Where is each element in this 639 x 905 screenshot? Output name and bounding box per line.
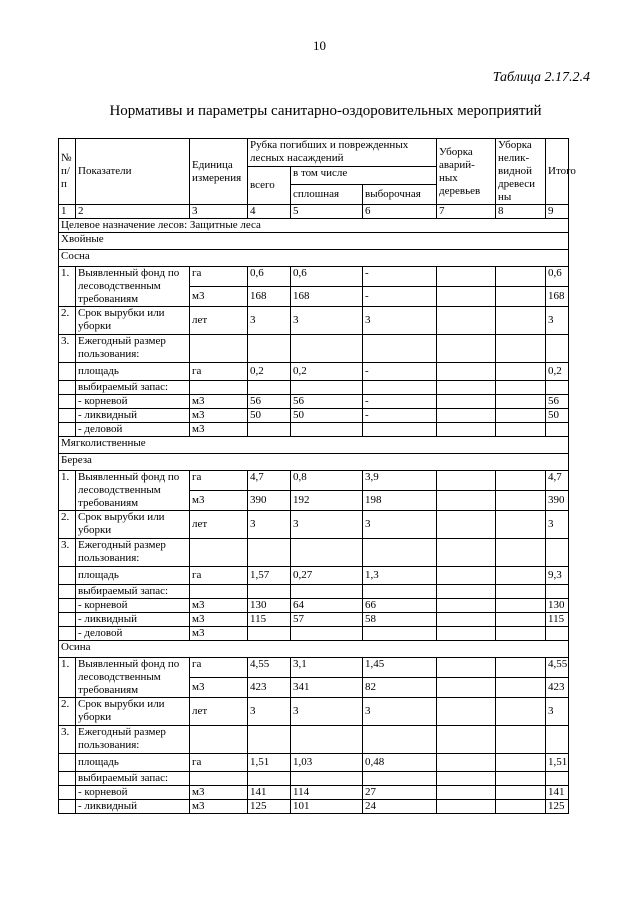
species-label: Сосна <box>59 250 569 267</box>
value-cell <box>437 698 496 726</box>
group-row <box>59 437 569 454</box>
empty-cell <box>437 772 496 786</box>
value-cell <box>437 363 496 381</box>
value-cell: 198 <box>363 491 437 511</box>
norms-table <box>58 138 576 814</box>
detail-row <box>59 567 569 585</box>
value-cell: - <box>363 267 437 287</box>
value-cell: м3 <box>190 599 248 613</box>
column-number: 1 <box>59 205 76 219</box>
value-cell <box>496 511 546 539</box>
fund-row <box>59 658 569 678</box>
empty-cell <box>59 423 76 437</box>
value-cell: м3 <box>190 409 248 423</box>
value-cell: 1,03 <box>291 754 363 772</box>
detail-label: выбираемый запас: <box>76 585 190 599</box>
empty-cell <box>363 585 437 599</box>
period-row <box>59 511 569 539</box>
value-cell <box>496 800 546 814</box>
value-cell: 0,8 <box>291 471 363 491</box>
value-cell: 168 <box>248 287 291 307</box>
value-cell: 50 <box>546 409 569 423</box>
value-cell <box>437 800 496 814</box>
value-cell: га <box>190 267 248 287</box>
value-cell <box>248 627 291 641</box>
header-row-1 <box>59 139 569 167</box>
value-cell: 66 <box>363 599 437 613</box>
species-row <box>59 454 569 471</box>
detail-row <box>59 381 569 395</box>
value-cell: 56 <box>546 395 569 409</box>
value-cell <box>496 471 546 491</box>
value-cell <box>437 491 496 511</box>
value-cell: 390 <box>248 491 291 511</box>
detail-row <box>59 772 569 786</box>
empty-cell <box>496 381 546 395</box>
value-cell <box>496 363 546 381</box>
value-cell: 57 <box>291 613 363 627</box>
value-cell <box>496 267 546 287</box>
fund-row <box>59 471 569 491</box>
detail-label: - корневой <box>76 599 190 613</box>
item-number: 2. <box>59 698 76 726</box>
species-row <box>59 250 569 267</box>
empty-cell <box>248 772 291 786</box>
value-cell: 0,2 <box>546 363 569 381</box>
value-cell: 3 <box>546 698 569 726</box>
table-title: Нормативы и параметры санитарно-оздоровительных мероприятий <box>109 103 542 119</box>
value-cell: м3 <box>190 395 248 409</box>
value-cell <box>437 423 496 437</box>
item-number: 2. <box>59 511 76 539</box>
value-cell: лет <box>190 511 248 539</box>
empty-cell <box>190 585 248 599</box>
empty-cell <box>248 381 291 395</box>
column-number: 4 <box>248 205 291 219</box>
item-number: 1. <box>59 658 76 698</box>
detail-label: - корневой <box>76 786 190 800</box>
value-cell: м3 <box>190 423 248 437</box>
value-cell <box>437 599 496 613</box>
value-cell <box>363 423 437 437</box>
value-cell <box>546 627 569 641</box>
value-cell <box>248 423 291 437</box>
value-cell: 3 <box>363 307 437 335</box>
value-cell <box>437 267 496 287</box>
annual-row <box>59 335 569 363</box>
value-cell: 1,51 <box>248 754 291 772</box>
value-cell: га <box>190 754 248 772</box>
detail-label: - корневой <box>76 395 190 409</box>
detail-row <box>59 613 569 627</box>
detail-label: - ликвидный <box>76 613 190 627</box>
detail-row <box>59 627 569 641</box>
value-cell: 0,27 <box>291 567 363 585</box>
value-cell: - <box>363 409 437 423</box>
detail-label: площадь <box>76 754 190 772</box>
empty-cell <box>546 585 569 599</box>
value-cell <box>363 627 437 641</box>
value-cell: 0,2 <box>248 363 291 381</box>
item-number: 3. <box>59 726 76 754</box>
empty-cell <box>291 381 363 395</box>
empty-cell <box>496 539 546 567</box>
value-cell <box>437 511 496 539</box>
group-label: Хвойные <box>59 233 569 250</box>
column-number: 7 <box>437 205 496 219</box>
empty-cell <box>291 335 363 363</box>
value-cell: 0,48 <box>363 754 437 772</box>
value-cell <box>291 627 363 641</box>
value-cell: 0,6 <box>546 267 569 287</box>
detail-row <box>59 409 569 423</box>
value-cell <box>496 409 546 423</box>
value-cell: 56 <box>291 395 363 409</box>
empty-cell <box>437 539 496 567</box>
period-row <box>59 698 569 726</box>
empty-cell <box>291 585 363 599</box>
value-cell: 1,57 <box>248 567 291 585</box>
value-cell: м3 <box>190 800 248 814</box>
annual-label: Ежегодный размер пользования: <box>76 335 190 363</box>
empty-cell <box>59 772 76 786</box>
detail-row <box>59 395 569 409</box>
value-cell: 4,55 <box>546 658 569 678</box>
value-cell: 0,6 <box>291 267 363 287</box>
empty-cell <box>437 726 496 754</box>
empty-cell <box>190 772 248 786</box>
empty-cell <box>496 726 546 754</box>
value-cell: 50 <box>291 409 363 423</box>
value-cell: 64 <box>291 599 363 613</box>
value-cell <box>291 423 363 437</box>
empty-cell <box>363 381 437 395</box>
group-row <box>59 233 569 250</box>
header-indicators: Показатели <box>76 139 190 205</box>
value-cell <box>437 395 496 409</box>
value-cell: га <box>190 567 248 585</box>
value-cell <box>496 287 546 307</box>
period-row <box>59 307 569 335</box>
empty-cell <box>248 539 291 567</box>
value-cell: 3 <box>248 307 291 335</box>
detail-row <box>59 363 569 381</box>
empty-cell <box>248 726 291 754</box>
table-label: Таблица 2.17.2.4 <box>492 70 590 85</box>
page-number: 10 <box>313 38 326 53</box>
value-cell <box>437 658 496 678</box>
column-number: 5 <box>291 205 363 219</box>
column-number: 9 <box>546 205 569 219</box>
value-cell <box>437 567 496 585</box>
empty-cell <box>291 539 363 567</box>
empty-cell <box>546 726 569 754</box>
empty-cell <box>59 613 76 627</box>
header-cleanup: Уборка аварий-ных деревьев <box>437 139 496 205</box>
value-cell <box>437 786 496 800</box>
value-cell: 130 <box>546 599 569 613</box>
detail-label: - деловой <box>76 423 190 437</box>
item-number: 1. <box>59 471 76 511</box>
value-cell: 390 <box>546 491 569 511</box>
value-cell: 3 <box>546 511 569 539</box>
value-cell: 58 <box>363 613 437 627</box>
column-number: 3 <box>190 205 248 219</box>
value-cell <box>496 567 546 585</box>
value-cell: 4,7 <box>248 471 291 491</box>
species-label: Осина <box>59 641 569 658</box>
section-label: Целевое назначение лесов: Защитные леса <box>59 219 569 233</box>
value-cell <box>496 658 546 678</box>
empty-cell <box>59 363 76 381</box>
value-cell <box>437 627 496 641</box>
empty-cell <box>496 335 546 363</box>
value-cell: 125 <box>546 800 569 814</box>
value-cell: 82 <box>363 678 437 698</box>
column-number-row <box>59 205 569 219</box>
annual-label: Ежегодный размер пользования: <box>76 539 190 567</box>
value-cell <box>437 307 496 335</box>
value-cell <box>496 599 546 613</box>
value-cell: 27 <box>363 786 437 800</box>
value-cell: 9,3 <box>546 567 569 585</box>
value-cell: 141 <box>546 786 569 800</box>
empty-cell <box>59 567 76 585</box>
empty-cell <box>291 726 363 754</box>
value-cell: га <box>190 471 248 491</box>
empty-cell <box>363 726 437 754</box>
value-cell <box>496 754 546 772</box>
value-cell: м3 <box>190 287 248 307</box>
value-cell: 115 <box>248 613 291 627</box>
value-cell: 130 <box>248 599 291 613</box>
value-cell: м3 <box>190 627 248 641</box>
detail-row <box>59 786 569 800</box>
empty-cell <box>59 395 76 409</box>
empty-cell <box>59 800 76 814</box>
period-label: Срок вырубки или уборки <box>76 698 190 726</box>
value-cell: 168 <box>291 287 363 307</box>
value-cell <box>437 287 496 307</box>
value-cell: - <box>363 363 437 381</box>
value-cell: 423 <box>546 678 569 698</box>
value-cell <box>496 423 546 437</box>
value-cell: 0,2 <box>291 363 363 381</box>
header-including: в том числе <box>291 167 437 185</box>
empty-cell <box>363 772 437 786</box>
value-cell: 4,7 <box>546 471 569 491</box>
empty-cell <box>363 335 437 363</box>
item-number: 2. <box>59 307 76 335</box>
annual-row <box>59 539 569 567</box>
group-label: Мягколиственные <box>59 437 569 454</box>
value-cell <box>496 491 546 511</box>
empty-cell <box>59 409 76 423</box>
empty-cell <box>363 539 437 567</box>
detail-row <box>59 800 569 814</box>
item-number: 1. <box>59 267 76 307</box>
species-label: Береза <box>59 454 569 471</box>
column-number: 8 <box>496 205 546 219</box>
value-cell: 115 <box>546 613 569 627</box>
value-cell: 3,9 <box>363 471 437 491</box>
value-cell: м3 <box>190 613 248 627</box>
value-cell: 3 <box>291 698 363 726</box>
empty-cell <box>190 335 248 363</box>
detail-row <box>59 754 569 772</box>
value-cell: 3,1 <box>291 658 363 678</box>
value-cell: 423 <box>248 678 291 698</box>
empty-cell <box>437 381 496 395</box>
empty-cell <box>546 539 569 567</box>
empty-cell <box>496 772 546 786</box>
species-row <box>59 641 569 658</box>
value-cell: м3 <box>190 678 248 698</box>
detail-label: - деловой <box>76 627 190 641</box>
fund-label: Выявленный фонд по лесоводственным требованиям <box>76 267 190 307</box>
value-cell: лет <box>190 307 248 335</box>
value-cell: 3 <box>291 307 363 335</box>
value-cell: 1,51 <box>546 754 569 772</box>
value-cell: га <box>190 658 248 678</box>
empty-cell <box>190 726 248 754</box>
value-cell: 24 <box>363 800 437 814</box>
value-cell <box>437 754 496 772</box>
header-selective: выборочная <box>363 185 437 205</box>
detail-row <box>59 599 569 613</box>
column-number: 6 <box>363 205 437 219</box>
column-number: 2 <box>76 205 190 219</box>
value-cell: 56 <box>248 395 291 409</box>
value-cell: 50 <box>248 409 291 423</box>
value-cell <box>437 678 496 698</box>
detail-label: площадь <box>76 363 190 381</box>
detail-label: - ликвидный <box>76 409 190 423</box>
empty-cell <box>546 381 569 395</box>
empty-cell <box>190 381 248 395</box>
empty-cell <box>59 627 76 641</box>
fund-label: Выявленный фонд по лесоводственным требованиям <box>76 658 190 698</box>
header-nonliquid: Уборка нелик-видной древеси ны <box>496 139 546 205</box>
empty-cell <box>59 585 76 599</box>
value-cell <box>437 471 496 491</box>
header-itogo: Итого <box>546 139 569 205</box>
value-cell: 114 <box>291 786 363 800</box>
empty-cell <box>291 772 363 786</box>
value-cell: 0,6 <box>248 267 291 287</box>
header-total-felling: всего <box>248 167 291 205</box>
value-cell: 168 <box>546 287 569 307</box>
item-number: 3. <box>59 539 76 567</box>
value-cell <box>437 409 496 423</box>
empty-cell <box>248 335 291 363</box>
annual-label: Ежегодный размер пользования: <box>76 726 190 754</box>
detail-label: выбираемый запас: <box>76 772 190 786</box>
empty-cell <box>546 335 569 363</box>
header-felling: Рубка погибших и поврежденных лесных насаждений <box>248 139 437 167</box>
detail-label: площадь <box>76 567 190 585</box>
section-row <box>59 219 569 233</box>
empty-cell <box>59 754 76 772</box>
value-cell: 3 <box>248 511 291 539</box>
value-cell: - <box>363 395 437 409</box>
value-cell: м3 <box>190 786 248 800</box>
empty-cell <box>546 772 569 786</box>
value-cell <box>496 627 546 641</box>
value-cell <box>496 395 546 409</box>
value-cell: 3 <box>248 698 291 726</box>
detail-label: - ликвидный <box>76 800 190 814</box>
value-cell: м3 <box>190 491 248 511</box>
value-cell: 192 <box>291 491 363 511</box>
value-cell: 1,45 <box>363 658 437 678</box>
value-cell: 1,3 <box>363 567 437 585</box>
value-cell: 3 <box>363 698 437 726</box>
empty-cell <box>190 539 248 567</box>
fund-label: Выявленный фонд по лесоводственным требованиям <box>76 471 190 511</box>
value-cell <box>496 307 546 335</box>
value-cell: - <box>363 287 437 307</box>
value-cell <box>496 613 546 627</box>
period-label: Срок вырубки или уборки <box>76 511 190 539</box>
empty-cell <box>437 585 496 599</box>
value-cell: га <box>190 363 248 381</box>
header-unit: Единица измерения <box>190 139 248 205</box>
empty-cell <box>59 381 76 395</box>
empty-cell <box>59 786 76 800</box>
detail-label: выбираемый запас: <box>76 381 190 395</box>
value-cell: 3 <box>291 511 363 539</box>
value-cell: лет <box>190 698 248 726</box>
empty-cell <box>437 335 496 363</box>
value-cell <box>496 678 546 698</box>
value-cell <box>496 698 546 726</box>
empty-cell <box>59 599 76 613</box>
value-cell: 3 <box>546 307 569 335</box>
item-number: 3. <box>59 335 76 363</box>
header-clear: сплошная <box>291 185 363 205</box>
value-cell <box>496 786 546 800</box>
value-cell: 101 <box>291 800 363 814</box>
fund-row <box>59 267 569 287</box>
period-label: Срок вырубки или уборки <box>76 307 190 335</box>
value-cell: 125 <box>248 800 291 814</box>
value-cell <box>546 423 569 437</box>
value-cell: 141 <box>248 786 291 800</box>
empty-cell <box>248 585 291 599</box>
value-cell: 341 <box>291 678 363 698</box>
value-cell: 4,55 <box>248 658 291 678</box>
value-cell: 3 <box>363 511 437 539</box>
detail-row <box>59 423 569 437</box>
header-num: № п/п <box>59 139 76 205</box>
detail-row <box>59 585 569 599</box>
empty-cell <box>496 585 546 599</box>
value-cell <box>437 613 496 627</box>
annual-row <box>59 726 569 754</box>
